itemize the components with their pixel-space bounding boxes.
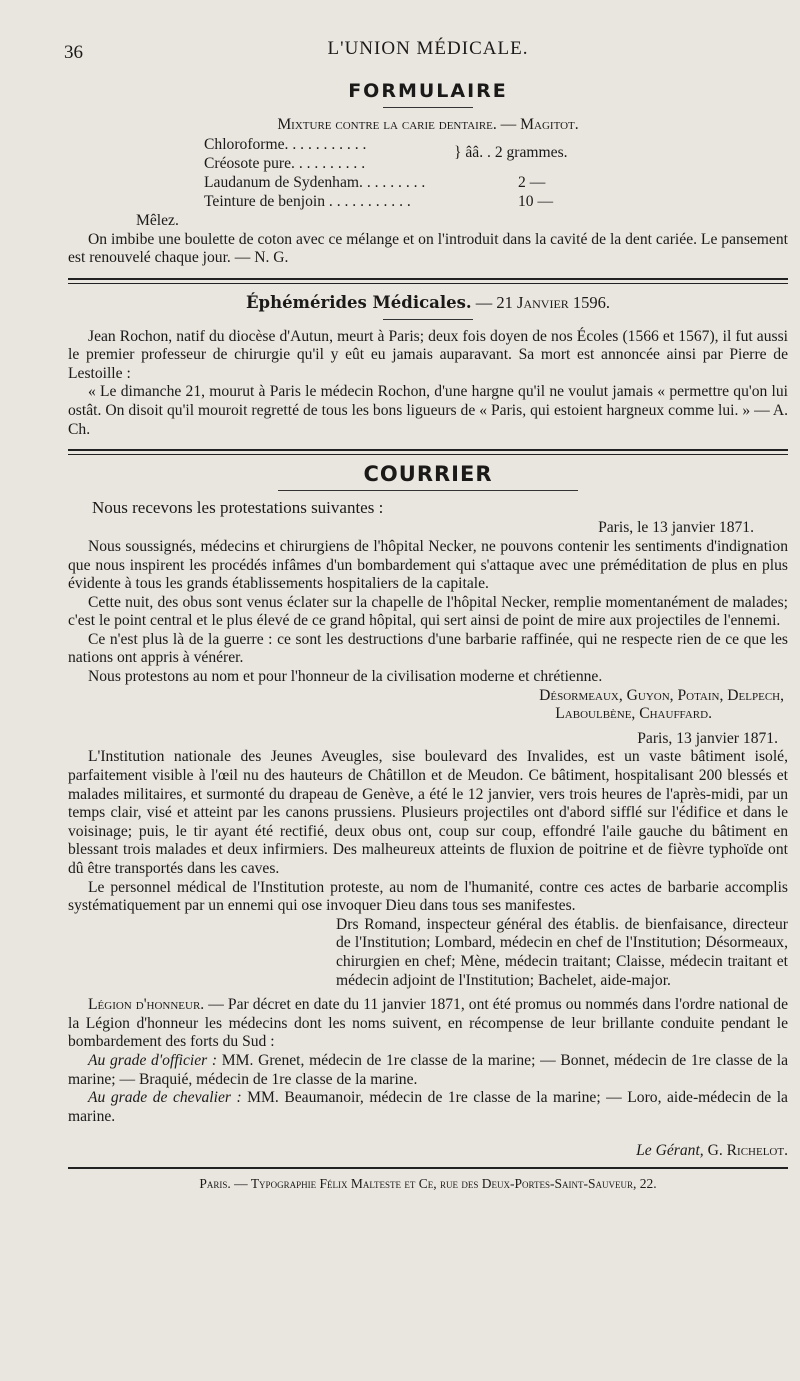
letter-paragraph: Ce n'est plus là de la guerre : ce sont les destructions d'une barbarie raffinée, qui ne respecte rien de ce que les nations ont appris à vénérer. <box>68 630 788 667</box>
page-header <box>64 38 788 68</box>
ingredient-name: Chloroforme. . . . . . . . . . . <box>204 136 367 154</box>
courrier-title: COURRIER <box>363 462 493 487</box>
letter-paragraph: Nous soussignés, médecins et chirurgiens de l'hôpital Necker, ne pouvons contenir les sentiments d'indignation que nous inspirent les procédés infâmes d'un bombardement qui s'attaque avec une préméditation de plus en plus évidente à tous les grands établissements hospitaliers de la capitale. <box>68 537 788 593</box>
ephemerides-section <box>68 294 788 439</box>
ingredient-name: Teinture de benjoin . . . . . . . . . . . <box>204 193 411 211</box>
signatories: Drs Romand, inspecteur général des établis. de bienfaisance, directeur de l'Institution; Lombard, médecin en chef de l'Institution; Désormeaux, chirurgien en chef; Mène, médecin traitant; Claisse, médecin traitant et médecin adjoint de l'Institution; Bachelet, aide-major. <box>336 915 788 989</box>
legion-lead: Légion d'honneur. <box>88 996 205 1014</box>
journal-page <box>64 0 788 1194</box>
ingredient-name: Créosote pure. . . . . . . . . . <box>204 155 366 173</box>
ingredient-row <box>204 193 624 212</box>
formulaire-title: FORMULAIRE <box>348 80 508 102</box>
letter-paragraph: L'Institution nationale des Jeunes Aveugles, sise boulevard des Invalides, est un vaste bâtiment isolé, parfaitement visible à l'œil nu des hauteurs de Châtillon et de Meudon. Ce bâtiment, hospitalisant 200 blessés et malades militaires, et surmonté du drapeau de Genève, a été le 12 janvier, vers trois heures de l'après-midi, par un temps clair, visé et atteint par les canons prussiens. Plusieurs projectiles ont d'abord sifflé sur l'édifice et dans le voisinage; puis, le tir ayant été rectifié, deux obus ont, coup sur coup, effondré l'aile gauche du bâtiment en blessant trois malades et deux infirmiers. Des malheureux atteints de fluxion de poitrine et de fièvre typhoïde ont dû être transportés dans les caves. <box>68 748 788 877</box>
ingredient-row <box>204 174 624 193</box>
imprint-divider <box>68 1167 788 1169</box>
section-divider <box>68 278 788 284</box>
recipe-title: Mixture contre la carie dentaire. — Magitot. <box>277 115 579 133</box>
ephemerides-heading: Éphémérides Médicales. <box>245 292 472 312</box>
ephemerides-paragraph: Jean Rochon, natif du diocèse d'Autun, meurt à Paris; deux fois doyen de nos Écoles (1566 et 1567), il fut aussi le premier professeur de chirurgie qu'il y eût eu jamais auparavant. Sa mort est annoncée ainsi par Pierre de Lestoille : <box>68 327 788 382</box>
running-title: L'UNION MÉDICALE. <box>327 38 529 59</box>
letter-date: Paris, 13 janvier 1871. <box>637 729 778 747</box>
divider <box>383 107 473 108</box>
page-number: 36 <box>64 42 83 63</box>
chevalier-text: MM. Beaumanoir, médecin de 1re classe de la marine; — Loro, aide-médecin de la marine. <box>68 1089 788 1125</box>
imprint-line: Paris. — Typographie Félix Malteste et Ce, rue des Deux-Portes-Saint-Sauveur, 22. <box>199 1175 657 1191</box>
gerant-label: Le Gérant, <box>636 1142 704 1160</box>
signatories: Désormeaux, Guyon, Potain, Delpech, <box>539 686 784 704</box>
courrier-intro: Nous recevons les protestations suivantes : <box>92 497 384 517</box>
signatories: Laboulbène, Chauffard. <box>555 705 712 723</box>
ingredient-list <box>204 136 624 212</box>
brace-quantity: } ââ. . 2 grammes. <box>454 144 568 162</box>
legion-paragraph <box>68 996 788 1052</box>
formulaire-section <box>68 82 788 268</box>
officier-paragraph <box>68 1052 788 1089</box>
ephemerides-quote: « Le dimanche 21, mourut à Paris le médecin Rochon, d'une hargne qu'il ne voulut jamais « permettre qu'on lui ostât. On disoit qu'il mouroit regretté de tous les bons ligueurs de « Paris, qui estoient hargneux comme lui. » — A. Ch. <box>68 383 788 438</box>
divider <box>278 490 578 491</box>
courrier-section <box>68 462 788 1126</box>
ephemerides-date: — 21 Janvier 1596. <box>475 292 611 312</box>
gerant-name: G. Richelot. <box>703 1142 788 1160</box>
letter-paragraph: Nous protestons au nom et pour l'honneur de la civilisation moderne et chrétienne. <box>88 668 603 686</box>
letter-paragraph: Le personnel médical de l'Institution proteste, au nom de l'humanité, contre ces actes de barbarie accomplis systématiquement par un ennemi qui ose invoquer Dieu dans tous ses manifestes. <box>68 878 788 915</box>
ingredient-qty: 10 — <box>518 193 554 211</box>
section-divider <box>68 449 788 455</box>
ingredient-name: Laudanum de Sydenham. . . . . . . . . <box>204 174 426 192</box>
officier-text: MM. Grenet, médecin de 1re classe de la marine; — Bonnet, médecin de 1re classe de la marine; — Braquié, médecin de 1re classe de la marine. <box>68 1051 788 1088</box>
chevalier-paragraph <box>68 1089 788 1126</box>
ephemerides-title <box>68 294 788 313</box>
ingredient-qty: 2 — <box>518 174 546 192</box>
divider <box>383 319 473 320</box>
chevalier-lead: Au grade de chevalier : <box>88 1089 242 1107</box>
gerant-signature <box>68 1142 788 1161</box>
letter-paragraph: Cette nuit, des obus sont venus éclater sur la chapelle de l'hôpital Necker, remplie momentanément de malades; c'est le point central et le plus élevé de ce grand hôpital, qui sert ainsi de point de mire aux projectiles de l'ennemi. <box>68 593 788 630</box>
instructions-text: On imbibe une boulette de coton avec ce mélange et on l'introduit dans la cavité de la dent cariée. Le pansement est renouvelé chaque jour. — N. G. <box>68 230 788 267</box>
officier-lead: Au grade d'officier : <box>88 1051 218 1069</box>
letter-date: Paris, le 13 janvier 1871. <box>598 519 754 537</box>
melez-label: Mêlez. <box>136 212 179 230</box>
legion-text: — Par décret en date du 11 janvier 1871, ont été promus ou nommés dans l'ordre national de la Légion d'honneur les médecins dont les noms suivent, en récompense de leur brillante conduite pendant le bombardement des forts du Sud : <box>68 996 788 1051</box>
